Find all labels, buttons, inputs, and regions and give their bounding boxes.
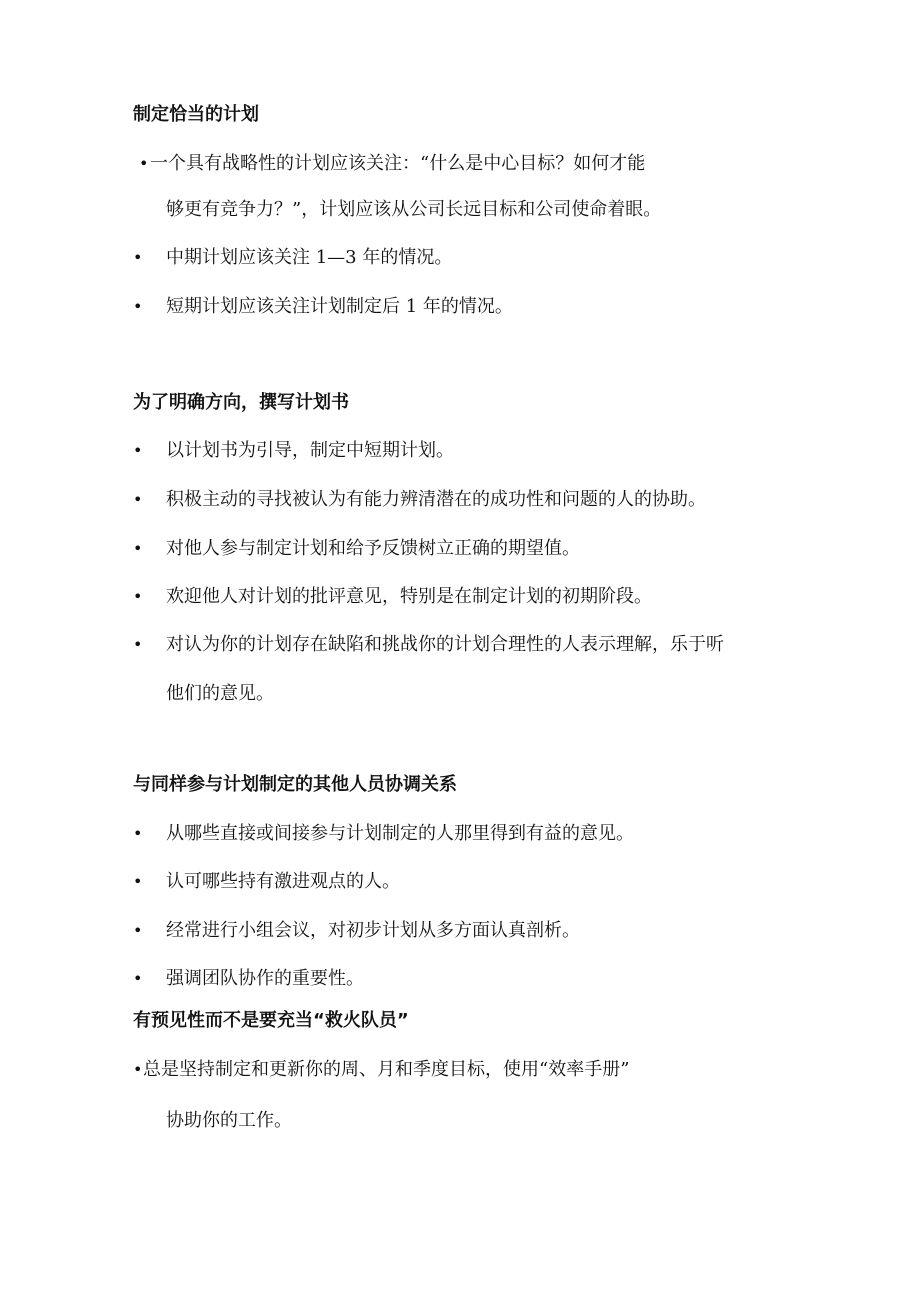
section-heading: 有预见性而不是要充当“救火队员” xyxy=(133,1010,409,1031)
list-item-line: 他们的意见。 xyxy=(166,683,274,704)
bullet-icon: • xyxy=(133,872,143,891)
section-heading: 制定恰当的计划 xyxy=(133,104,259,125)
list-item-line: 总是坚持制定和更新你的周、月和季度目标，使用“效率手册” xyxy=(143,1059,630,1080)
list-item-line: 对他人参与制定计划和给予反馈树立正确的期望值。 xyxy=(166,538,580,559)
list-item-line: 中期计划应该关注 1—3 年的情况。 xyxy=(166,247,453,268)
bullet-icon: • xyxy=(133,539,143,558)
list-item-line: 强调团队协作的重要性。 xyxy=(166,968,364,989)
list-item-line: 认可哪些持有激进观点的人。 xyxy=(166,871,400,892)
bullet-icon: • xyxy=(133,969,143,988)
bullet-icon: • xyxy=(133,921,143,940)
section-heading: 为了明确方向，撰写计划书 xyxy=(133,392,349,413)
list-item-line: 短期计划应该关注计划制定后 1 年的情况。 xyxy=(166,296,513,317)
list-item-line: 以计划书为引导，制定中短期计划。 xyxy=(166,440,454,461)
bullet-icon: • xyxy=(133,441,143,460)
list-item-line: 欢迎他人对计划的批评意见，特别是在制定计划的初期阶段。 xyxy=(166,586,652,607)
bullet-icon: • xyxy=(133,824,143,843)
bullet-icon: • xyxy=(133,635,143,654)
list-item-line: 协助你的工作。 xyxy=(166,1110,292,1131)
bullet-icon: • xyxy=(133,297,143,316)
bullet-icon: • xyxy=(139,154,149,173)
bullet-icon: • xyxy=(133,490,143,509)
list-item-line: 一个具有战略性的计划应该关注：“什么是中心目标？如何才能 xyxy=(150,153,646,174)
bullet-icon: • xyxy=(133,248,143,267)
bullet-icon: • xyxy=(133,1060,143,1079)
bullet-icon: • xyxy=(133,587,143,606)
list-item-line: 从哪些直接或间接参与计划制定的人那里得到有益的意见。 xyxy=(166,823,634,844)
list-item-line: 积极主动的寻找被认为有能力辨清潜在的成功性和问题的人的协助。 xyxy=(166,489,706,510)
list-item-line: 经常进行小组会议，对初步计划从多方面认真剖析。 xyxy=(166,920,580,941)
list-item-line: 对认为你的计划存在缺陷和挑战你的计划合理性的人表示理解，乐于听 xyxy=(166,634,724,655)
list-item-line: 够更有竞争力？”，计划应该从公司长远目标和公司使命着眼。 xyxy=(166,199,662,220)
section-heading: 与同样参与计划制定的其他人员协调关系 xyxy=(133,774,457,795)
